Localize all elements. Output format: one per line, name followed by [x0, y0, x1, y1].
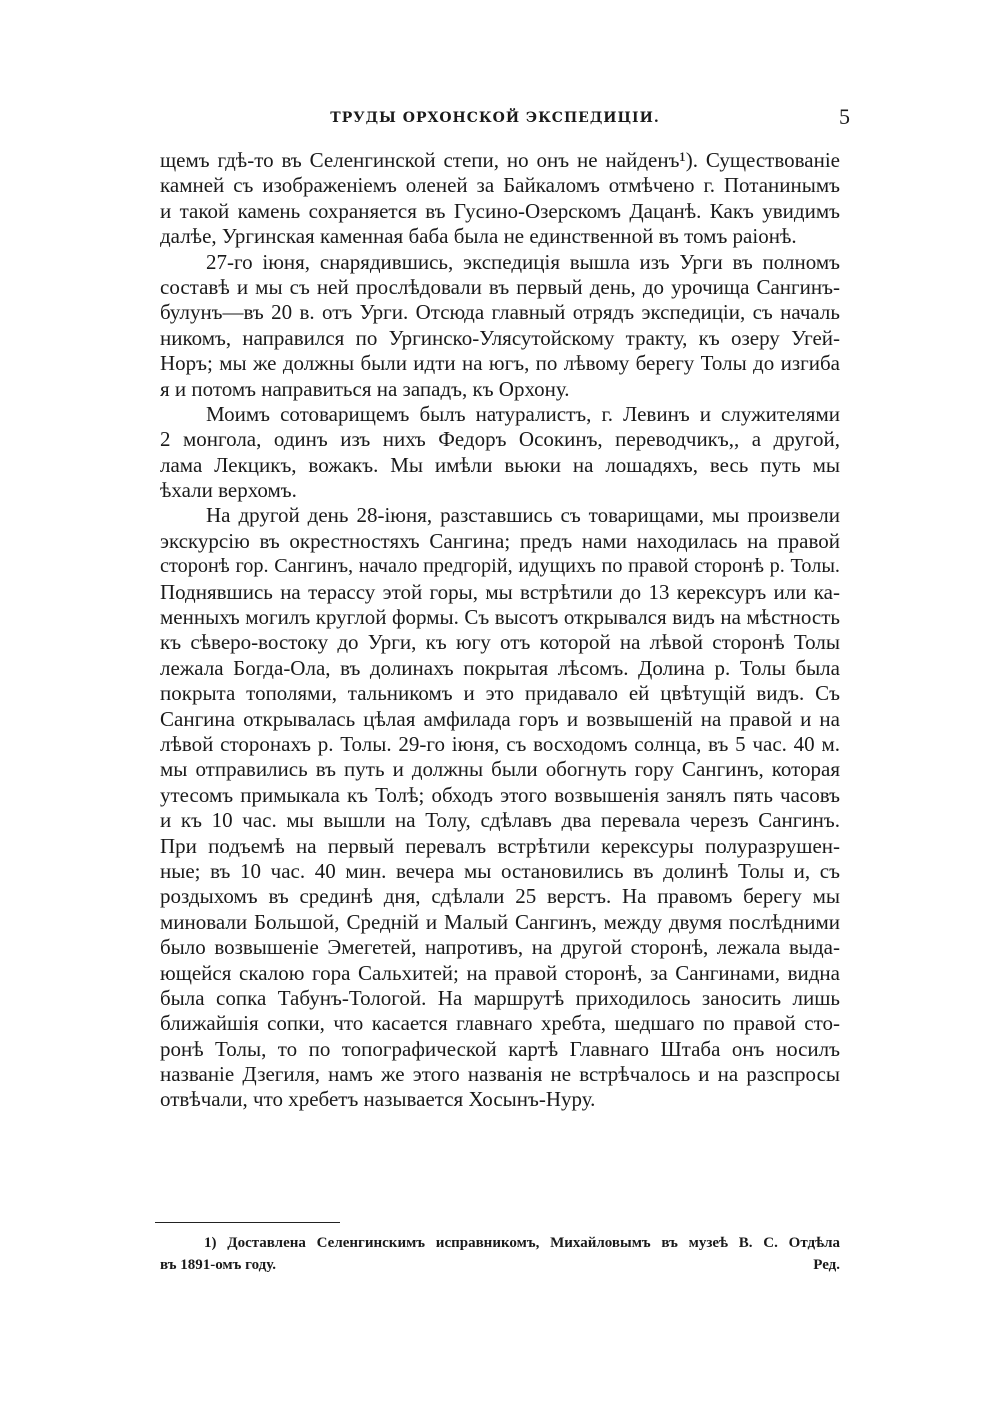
text-line: лама Лекцикъ, вожакъ. Мы имѣли вьюки на лошадяхъ, весь путь мы	[160, 452, 840, 477]
text-line: къ сѣверо-востоку до Урги, къ югу отъ которой на лѣвой сторонѣ Толы	[160, 630, 840, 655]
text-line: отвѣчали, что хребетъ называется Хосынъ-Нуру.	[160, 1087, 596, 1112]
text-line: миновали Большой, Среднiй и Малый Сангинъ, между двумя послѣдними	[160, 909, 840, 934]
footnote-divider	[155, 1222, 340, 1223]
text-line: роздыхомъ въ срединѣ дня, сдѣлали 25 верстъ. На правомъ берегу мы	[160, 884, 840, 909]
text-line: я и потомъ направиться на западъ, къ Орхону.	[160, 376, 570, 401]
text-line: названiе Дзегиля, намъ же этого названiя не встрѣчалось и на разспросы	[160, 1062, 840, 1087]
text-line: лежала Богда-Ола, въ долинахъ покрытая лѣсомъ. Долина р. Толы была	[160, 655, 840, 680]
text-line: ближайшiя сопки, что касается главнаго хребта, шедшаго по правой сто-	[160, 1011, 840, 1036]
running-head	[150, 104, 850, 134]
text-line: было возвышенiе Эмегетей, напротивъ, на другой сторонѣ, лежала выда-	[160, 935, 840, 960]
text-line: ронѣ Толы, то по топографической картѣ Главнаго Штаба онъ носилъ	[160, 1036, 840, 1061]
text-line: булунъ—въ 20 в. отъ Урги. Отсюда главный отрядъ экспедицiи, съ началь	[160, 300, 840, 325]
footnote-signature: Ред.	[813, 1257, 840, 1273]
text-line: Моимъ сотоварищемъ былъ натуралистъ, г. Левинъ и служителями	[206, 401, 840, 426]
text-line: мы отправились въ путь и должны были обогнуть гору Сангинъ, которая	[160, 757, 840, 782]
page-number: 5	[839, 104, 850, 129]
footnote	[160, 1232, 840, 1276]
text-line: На другой день 28-iюня, разставшись съ товарищами, мы произвели	[206, 503, 840, 528]
text-line: Норъ; мы же должны были идти на югъ, по лѣвому берегу Толы до изгиба	[160, 351, 840, 376]
text-line: экскурсiю въ окрестностяхъ Сангина; предъ нами находилась на правой	[160, 528, 840, 553]
text-line: составѣ и мы съ ней прослѣдовали въ первый день, до урочища Сангинъ-	[160, 274, 840, 299]
text-line: ющейся скалою гора Сальхитей; на правой сторонѣ, за Сангинами, видна	[160, 960, 840, 985]
body-text	[160, 148, 840, 1113]
text-line: и такой камень сохраняется въ Гусино-Озерскомъ Дацанѣ. Какъ увидимъ	[160, 198, 840, 223]
text-line: была сопка Табунъ-Тологой. На маршрутѣ приходилось заносить лишь	[160, 985, 840, 1010]
footnote-line: въ 1891-омъ году.	[160, 1257, 276, 1273]
text-line: камней съ изображенiемъ оленей за Байкаломъ отмѣчено г. Потанинымъ	[160, 173, 840, 198]
text-line: щемъ гдѣ-то въ Селенгинской степи, но онъ не найденъ¹). Существованiе	[160, 148, 840, 172]
text-line: сторонѣ гор. Сангинъ, начало предгорiй, идущихъ по правой сторонѣ р. Толы.	[160, 555, 840, 578]
text-line: лѣвой сторонахъ р. Толы. 29-го iюня, съ восходомъ солнца, въ 5 час. 40 м.	[160, 731, 840, 756]
text-line: Сангина открывалась цѣлая амфилада горъ и возвышенiй на правой и на	[160, 706, 840, 731]
footnote-second-line	[160, 1254, 840, 1276]
text-line: 2 монгола, одинъ изъ нихъ Федоръ Осокинъ, переводчикъ,, а другой,	[160, 427, 840, 452]
text-line: ѣхали верхомъ.	[160, 478, 297, 503]
text-line: далѣе, Ургинская каменная баба была не единственной въ томъ раiонѣ.	[160, 224, 797, 249]
text-line: 27-го iюня, снарядившись, экспедицiя вышла изъ Урги въ полномъ	[206, 249, 840, 274]
footnote-line: 1) Доставлена Селенгинскимъ исправникомъ, Михайловымъ въ музеѣ В. С. Отдѣла	[204, 1235, 840, 1251]
text-line: менныхъ могилъ круглой формы. Съ высотъ открывался видъ на мѣстность	[160, 605, 840, 630]
text-line: покрыта тополями, тальникомъ и это придавало ей цвѣтущiй видъ. Съ	[160, 681, 840, 706]
text-line: утесомъ примыкала къ Толѣ; обходъ этого возвышенiя занялъ пять часовъ	[160, 782, 840, 807]
text-line: никомъ, направился по Ургинско-Улясутойскому тракту, къ озеру Угей-	[160, 325, 840, 350]
text-line: При подъемѣ на первый перевалъ встрѣтили керексуры полуразрушен-	[160, 833, 840, 858]
running-title: ТРУДЫ ОРХОНСКОЙ ЭКСПЕДИЦIИ.	[330, 110, 660, 126]
text-line: и къ 10 час. мы вышли на Толу, сдѣлавъ два перевала черезъ Сангинъ.	[160, 808, 840, 833]
text-line: ные; въ 10 час. 40 мин. вечера мы остановились въ долинѣ Толы и, съ	[160, 858, 840, 883]
text-line: Поднявшись на терассу этой горы, мы встрѣтили до 13 керексуръ или ка-	[160, 579, 840, 604]
